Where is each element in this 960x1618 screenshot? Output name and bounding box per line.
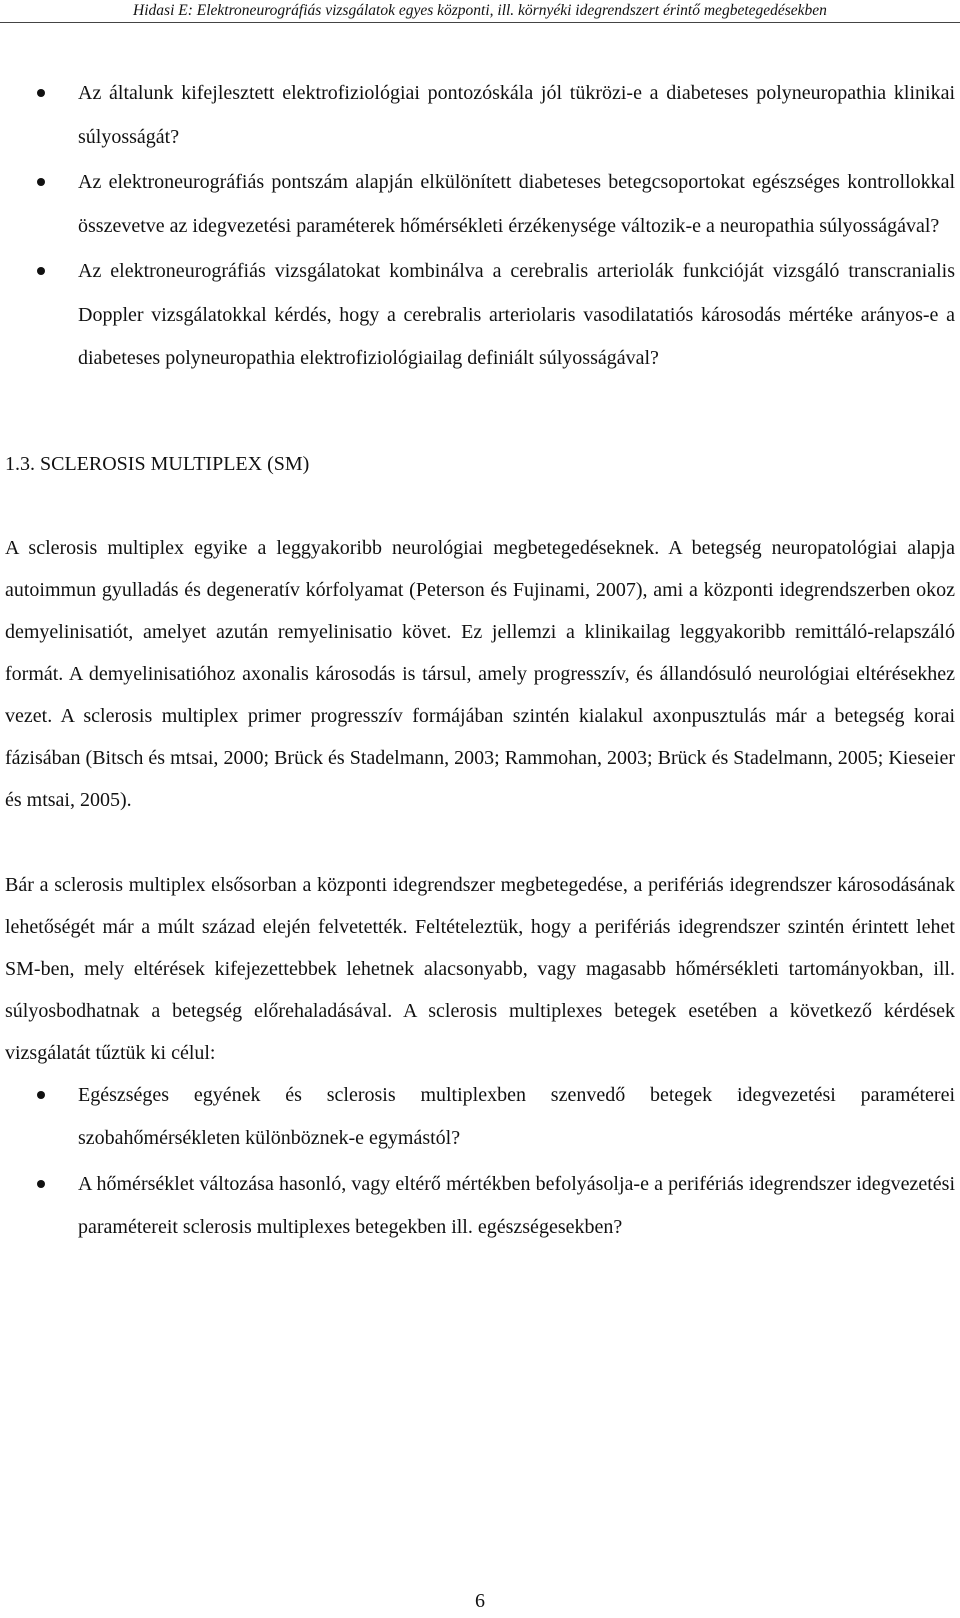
list-item [5,161,955,248]
list-item-text: Az elektroneurográfiás pontszám alapján elkülönített diabeteses betegcsoportokat egészséges kontrollokkal összevetve az idegvezetési paraméterek hőmérsékleti érzékenysége változik-e a neuropathia súlyosságával? [78,171,955,237]
page-content [5,72,955,1252]
research-questions-list [5,72,955,381]
page-number: 6 [475,1590,485,1612]
section-heading: 1.3. SCLEROSIS MULTIPLEX (SM) [5,452,310,475]
list-item-text: Az általunk kifejlesztett elektrofiziológiai pontozóskála jól tükrözi-e a diabeteses polyneuropathia klinikai súlyosságát? [78,82,955,148]
body-paragraph: A sclerosis multiplex egyike a leggyakoribb neurológiai megbetegedéseknek. A betegség neuropatológiai alapja autoimmun gyulladás és degeneratív kórfolyamat (Peterson és Fujinami, 2007), ami a központi idegrendszerben okoz demyelinisatiót, amelyet azután remyelinisatio követ. Ez jellemzi a klinikailag leggyakoribb remittáló-relapszáló formát. A demyelinisatióhoz axonalis károsodás is társul, amely progresszív, és állandósuló neurológiai eltérésekhez vezet. A sclerosis multiplex primer progresszív formájában szintén kialakul axonpusztulás már a betegség korai fázisában (Bitsch és mtsai, 2000; Brück és Stadelmann, 2003; Rammohan, 2003; Brück és Stadelmann, 2005; Kieseier és mtsai, 2005). [5,536,955,811]
list-item [5,1074,955,1161]
bullet-icon [37,1180,45,1188]
ms-questions-list [5,1074,955,1250]
body-paragraph: Bár a sclerosis multiplex elsősorban a központi idegrendszer megbetegedése, a perifériás idegrendszer károsodásának lehetőségét már a múlt század elején felvetették. Feltételeztük, hogy a perifériás idegrendszer szintén érintett lehet SM-ben, mely eltérések kifejezettebbek lehetnek alacsonyabb, vagy magasabb hőmérsékleti tartományokban, ill. súlyosbodhatnak a betegség előrehaladásával. A sclerosis multiplexes betegek esetében a következő kérdések vizsgálatát tűztük ki célul: [5,873,955,1064]
list-item [5,72,955,159]
list-item-text: A hőmérséklet változása hasonló, vagy eltérő mértékben befolyásolja-e a perifériás idegrendszer idegvezetési paramétereit sclerosis multiplexes betegekben ill. egészségesekben? [78,1172,955,1238]
list-item [5,1163,955,1250]
list-item [5,250,955,381]
bullet-icon [37,178,45,186]
bullet-icon [37,89,45,97]
list-item-text: Az elektroneurográfiás vizsgálatokat kombinálva a cerebralis arteriolák funkcióját vizsgáló transcranialis Doppler vizsgálatokkal kérdés, hogy a cerebralis arteriolaris vasodilatatiós károsodás mértéke arányos-e a diabeteses polyneuropathia elektrofiziológiailag definiált súlyosságával? [78,260,955,369]
bullet-icon [37,1091,45,1099]
list-item-text: Egészséges egyének és sclerosis multiplexben szenvedő betegek idegvezetési paraméterei szobahőmérsékleten különböznek-e egymástól? [78,1083,955,1149]
bullet-icon [37,267,45,275]
running-header: Hidasi E: Elektroneurográfiás vizsgálatok egyes központi, ill. környéki idegrendszert érintő megbetegedésekben [0,0,960,23]
